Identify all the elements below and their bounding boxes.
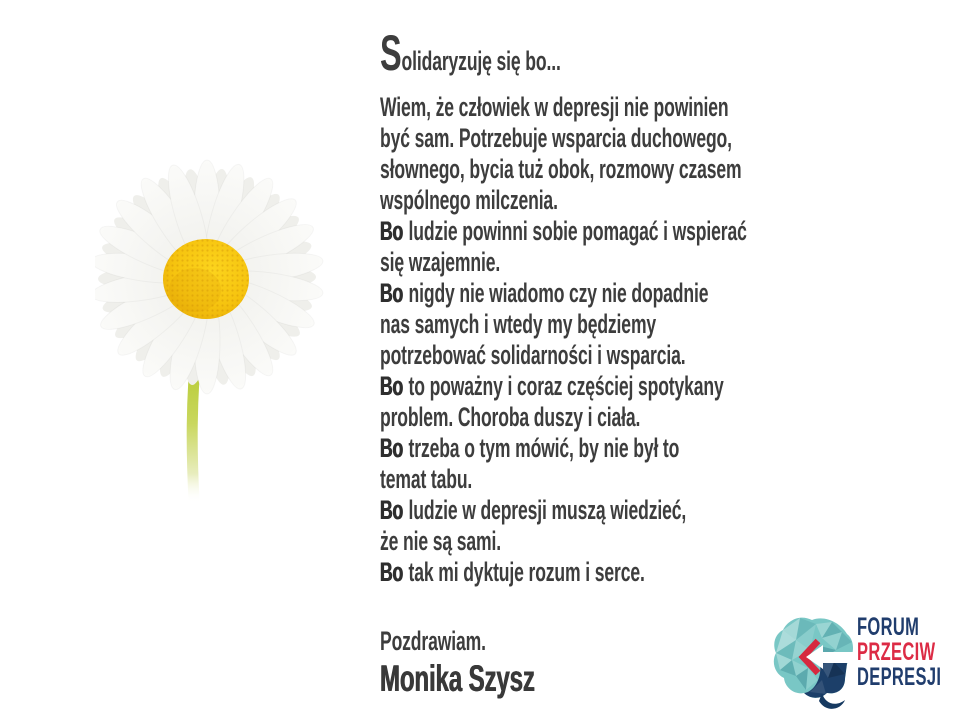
forum-przeciw-depresji-logo	[770, 606, 960, 718]
message-line	[380, 402, 952, 433]
message-text	[380, 25, 952, 699]
message-line-text: to poważny i coraz częściej spotykany	[403, 371, 724, 401]
bo-emphasis: Bo	[380, 371, 404, 401]
message-lines	[380, 92, 952, 588]
message-line	[380, 123, 952, 154]
message-line-text: że nie są sami.	[380, 526, 501, 556]
bo-emphasis: Bo	[380, 216, 404, 246]
message-line	[380, 526, 952, 557]
bo-emphasis: Bo	[380, 557, 404, 587]
message-line-text: tak mi dyktuje rozum i serce.	[403, 557, 645, 587]
message-line	[380, 154, 952, 185]
message-line	[380, 92, 952, 123]
message-line-text: Wiem, że człowiek w depresji nie powinien	[380, 92, 729, 122]
logo-text	[857, 615, 941, 690]
message-line	[380, 340, 952, 371]
message-line	[380, 247, 952, 278]
message-heading	[380, 25, 952, 84]
message-line	[380, 185, 952, 216]
message-line	[380, 371, 952, 402]
heading-dropcap: S	[380, 25, 402, 81]
message-line-text: być sam. Potrzebuje wsparcia duchowego,	[380, 123, 732, 153]
message-line	[380, 309, 952, 340]
message-line-text: ludzie w depresji muszą wiedzieć,	[403, 495, 687, 525]
message-line-text: nigdy nie wiadomo czy nie dopadnie	[403, 278, 709, 308]
closing-text: Pozdrawiam.	[380, 626, 486, 656]
message-line-text: trzeba o tym mówić, by nie był to	[403, 433, 680, 463]
message-line	[380, 464, 952, 495]
brain-icon	[770, 606, 862, 716]
signature-name: Monika Szysz	[380, 658, 535, 699]
bo-emphasis: Bo	[380, 433, 404, 463]
message-line-text: wspólnego milczenia.	[380, 185, 558, 215]
message-line-text: ludzie powinni sobie pomagać i wspierać	[403, 216, 747, 246]
message-line-text: temat tabu.	[380, 464, 473, 494]
message-line	[380, 216, 952, 247]
daisy-center	[163, 239, 249, 319]
message-line	[380, 495, 952, 526]
message-line-text: słownego, bycia tuż obok, rozmowy czasem	[380, 154, 742, 184]
message-line-text: nas samych i wtedy my będziemy	[380, 309, 657, 339]
logo-word-przeciw: PRZECIW	[857, 638, 936, 666]
logo-word-depresji: DEPRESJI	[857, 663, 942, 691]
heading-rest: olidaryzuję się bo...	[401, 46, 561, 76]
message-line-text: się wzajemnie.	[380, 247, 501, 277]
logo-word-forum: FORUM	[857, 613, 920, 641]
daisy-image	[95, 158, 325, 508]
bo-emphasis: Bo	[380, 495, 404, 525]
message-line	[380, 557, 952, 588]
message-line-text: potrzebować solidarności i wsparcia.	[380, 340, 686, 370]
message-line-text: problem. Choroba duszy i ciała.	[380, 402, 641, 432]
message-line	[380, 278, 952, 309]
bo-emphasis: Bo	[380, 278, 404, 308]
message-line	[380, 433, 952, 464]
